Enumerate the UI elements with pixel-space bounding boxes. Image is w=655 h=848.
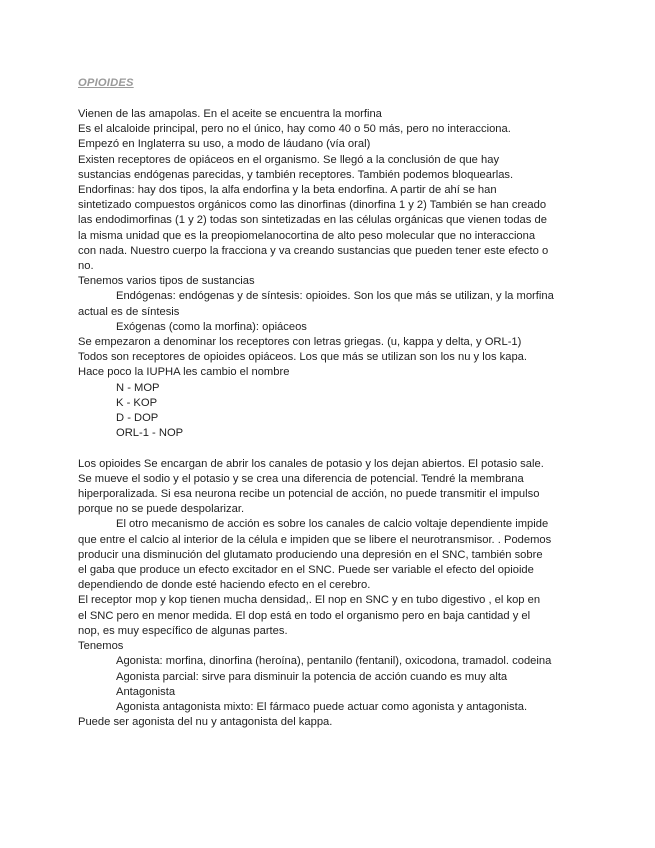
text-line: Existen receptores de opiáceos en el organismo. Se llegó a la conclusión de que hay xyxy=(78,153,500,166)
text-line: nop, es muy específico de algunas partes. xyxy=(78,624,288,637)
text-line: con nada. Nuestro cuerpo la fracciona y va creando sustancias que pueden tener este efecto o xyxy=(78,244,549,257)
text-line: Se mueve el sodio y el potasio y se crea una diferencia de potencial. Tendré la membrana xyxy=(78,472,524,485)
text-line: el gaba que produce un efecto excitador en el SNC. Puede ser variable el efecto del opioide xyxy=(78,564,534,577)
blank-line xyxy=(78,441,583,456)
text-line: Los opioides Se encargan de abrir los canales de potasio y los dejan abiertos. El potasio sale. xyxy=(78,457,544,470)
text-line: hiperporalizada. Si esa neurona recibe un potencial de acción, no puede transmitir el impulso xyxy=(78,488,540,501)
text-line: el SNC pero en menor medida. El dop está en todo el organismo pero en baja cantidad y el xyxy=(78,609,531,622)
text-line: Endógenas: endógenas y de síntesis: opioides. Son los que más se utilizan, y la morfina xyxy=(116,290,554,303)
text-line: Tenemos varios tipos de sustancias xyxy=(78,275,255,288)
text-line: las endodimorfinas (1 y 2) todas son sintetizadas en las células orgánicas que vienen todas de xyxy=(78,214,547,227)
text-line: Tenemos xyxy=(78,640,124,653)
text-line: no. xyxy=(78,260,94,273)
text-line: El otro mecanismo de acción es sobre los canales de calcio voltaje dependiente impide xyxy=(116,518,549,531)
document-title: OPIOIDES xyxy=(78,77,134,89)
text-line: Exógenas (como la morfina): opiáceos xyxy=(116,320,307,333)
text-line: Endorfinas: hay dos tipos, la alfa endorfina y la beta endorfina. A partir de ahí se han xyxy=(78,184,497,197)
drug-list-item: Agonista parcial: sirve para disminuir la potencia de acción cuando es muy alta xyxy=(116,670,508,683)
text-line: porque no se puede despolarizar. xyxy=(78,503,245,516)
receptor-list-item: N - MOP xyxy=(116,381,160,394)
text-line: El receptor mop y kop tienen mucha densidad,. El nop en SNC y en tubo digestivo , el kop en xyxy=(78,594,541,607)
text-line: que entre el calcio al interior de la célula e impiden que se libere el neurotransmisor. . Podemos xyxy=(78,533,552,546)
text-line: dependiendo de donde esté haciendo efecto en el cerebro. xyxy=(78,579,371,592)
text-line: Se empezaron a denominar los receptores con letras griegas. (u, kappa y delta, y ORL-1) xyxy=(78,336,522,349)
text-line: Empezó en Inglaterra su uso, a modo de láudano (vía oral) xyxy=(78,138,371,151)
text-line: Todos son receptores de opioides opiáceos. Los que más se utilizan son los nu y los kapa. xyxy=(78,351,528,364)
drug-list-item: Agonista: morfina, dinorfina (heroína), pentanilo (fentanil), oxicodona, tramadol. codeina xyxy=(116,655,552,668)
text-line: la misma unidad que es la preopiomelanocortina de alto peso molecular que no interacciona xyxy=(78,229,536,242)
text-line: sintetizado compuestos orgánicos como las dinorfinas (dinorfina 1 y 2) También se han creado xyxy=(78,199,547,212)
receptor-list-item: ORL-1 - NOP xyxy=(116,427,184,440)
text-line: Es el alcaloide principal, pero no el único, hay como 40 o 50 más, pero no interacciona. xyxy=(78,123,511,136)
receptor-list-item: D - DOP xyxy=(116,412,159,425)
document-body xyxy=(78,107,583,730)
drug-list-item: Antagonista xyxy=(116,685,176,698)
text-line: producir una disminución del glutamato produciendo una depresión en el SNC, también sobre xyxy=(78,548,543,561)
text-line: Hace poco la IUPHA les cambio el nombre xyxy=(78,366,290,379)
text-line: actual es de síntesis xyxy=(78,305,180,318)
text-line: sustancias endógenas parecidas, y también receptores. También podemos bloquearlas. xyxy=(78,168,514,181)
text-line: Vienen de las amapolas. En el aceite se encuentra la morfina xyxy=(78,108,382,120)
drug-list-item: Agonista antagonista mixto: El fármaco puede actuar como agonista y antagonista. xyxy=(116,700,528,713)
text-line: Puede ser agonista del nu y antagonista del kappa. xyxy=(78,716,333,729)
receptor-list-item: K - KOP xyxy=(116,396,158,409)
